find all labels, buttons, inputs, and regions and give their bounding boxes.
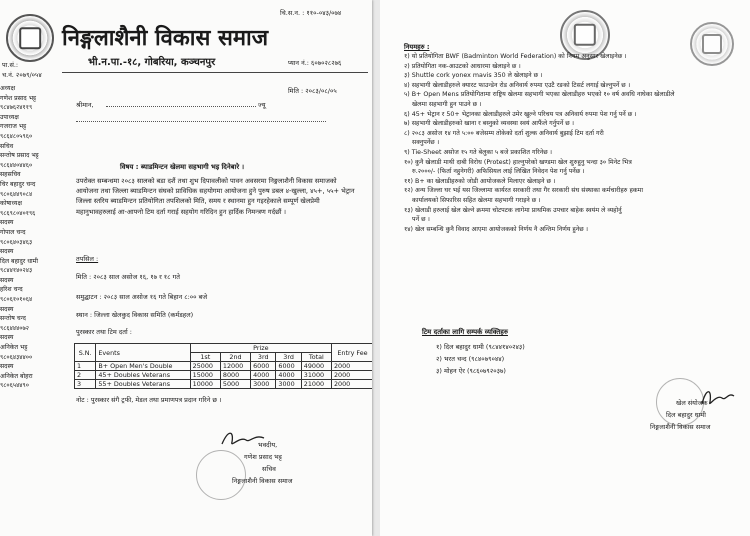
reg-number: प्यान नं.: ६०७०२८२७६ <box>288 59 342 67</box>
table-cell: 5000 <box>220 380 250 389</box>
side-contact-line: ९८६४८०५९६० <box>0 132 33 140</box>
table-cell: 55+ Doubles Veterans <box>96 380 190 389</box>
side-contact-line: अनिकेत भट्ट <box>0 344 28 352</box>
tapsil-label: तपसिल : <box>76 255 99 263</box>
table-header-entry-fee: Entry Fee <box>331 344 372 362</box>
table-cell: 6000 <box>276 362 301 371</box>
prize-title: पुरस्कार तथा टिम दर्ता : <box>76 328 132 336</box>
prize-table <box>74 343 372 389</box>
table-subheader: 3rd <box>251 353 276 362</box>
side-contact-line: ९८४४१४०२४३ <box>0 267 33 275</box>
table-header-events: Events <box>96 344 190 362</box>
event-venue: स्थान : जिल्ला खेलकुद विकास समिति (कर्मडहल) <box>76 311 194 319</box>
side-top-label: पा.सं.: <box>2 61 19 69</box>
table-cell: 3000 <box>276 380 301 389</box>
rule-item: ६) 45+ भेट्रान र 50+ भेट्रानका खेलाडीहरुले उमेर खुल्ने परिचय पत्र अनिवार्य रुपमा पेश गर्नु पर्ने छ । <box>404 110 637 118</box>
table-cell: 6000 <box>251 362 276 371</box>
coordinator-name: दिल बहादुर धामी <box>666 411 706 419</box>
table-cell: 2 <box>75 371 96 380</box>
rule-item: ३) Shuttle cork yonex mavis 350 ले खेलाइने छ । <box>404 72 543 80</box>
rule-item: १२) अन्य जिल्ला घर भई यस जिल्लामा कार्यरत सरकारी तथा गैर सरकारी संघ संस्थाका कर्मचारीहरु हकमा <box>404 187 644 195</box>
rule-item: ५) B+ Open Mens प्रतियोगितामा राष्ट्रिय खेलमा सहभागी भएका खेलाडीहरु भएको १० वर्ष अवधि नाघेका खेलाडीले <box>404 91 675 99</box>
side-contact-line: चिर बहादुर चन्द <box>0 180 36 188</box>
table-cell: 31000 <box>301 371 331 380</box>
side-contact-line: सदस्य <box>0 219 14 227</box>
side-contact-line: सदस्य <box>0 334 14 342</box>
rule-item: १३) खेलाडी हरुलाई खेल खेल्ने क्रममा चोटपटक लागेमा प्राथमिक उपचार बाहेक स्वयंम ले व्यहोर्नु <box>404 206 622 214</box>
event-dates: मिति : २०८३ साल असोज १६, १७ र १८ गते <box>76 273 180 281</box>
side-contact-line: उपाध्यक्ष <box>0 113 19 121</box>
rule-item: ११) B+ का खेलाडीहरुको जोडी आयोजकले मिलाएर खेलाइने छ । <box>404 177 556 185</box>
rules-title: नियमहरु : <box>404 43 430 51</box>
table-row <box>75 371 373 380</box>
contact-item: ३) मोहन ऐर (९८६०७९२०३७) <box>436 367 506 375</box>
table-cell: 21000 <box>301 380 331 389</box>
rule-item: रु.२०००/- (फिर्ता नहुनेगरी) अफिसियल लाई लिखित निवेदन पेश गर्नु पर्नेछ । <box>404 168 585 176</box>
rule-item: कार्यालयको सिफारिस सहित खेलमा सहभागी गराइने छ । <box>404 196 541 204</box>
rule-item: खेलमा सहभागी हुन पाउने छ । <box>404 100 482 108</box>
side-contact-line: सन्तोष चन्द <box>0 315 26 323</box>
rule-item: ९) Tie-Sheet असोज १५ गते बेलुका ५ बजे प्रकाशित गरिनेछ । <box>404 148 553 156</box>
rule-item: पर्ने छ । <box>404 216 430 224</box>
closing-salutation: भवदीय, <box>258 441 278 449</box>
side-contact-line: सहसचिव <box>0 171 21 179</box>
table-cell: 2000 <box>331 371 372 380</box>
table-cell: 45+ Doubles Veterans <box>96 371 190 380</box>
org-address: भी.न.पा.-१८, गोबरिया, कञ्चनपुर <box>88 57 216 68</box>
letter-page-left <box>0 0 372 536</box>
side-contact-line: कोषाध्यक्ष <box>0 200 22 208</box>
side-contact-line: अनिकेत बोहरा <box>0 372 33 380</box>
side-contact-line: सचिव <box>0 142 14 150</box>
org-seal-logo <box>6 14 54 62</box>
letter-date: मिति : २०८३/०८/०५ <box>288 87 337 95</box>
rule-item: सक्नुपर्नेछ । <box>404 139 440 147</box>
table-cell: 10000 <box>190 380 220 389</box>
side-contact-line: गोपाल चन्द <box>0 228 26 236</box>
opening-time: समुद्घाटन : २०८३ साल असोज १६ गते बिहान ८:०० बजे <box>76 293 208 301</box>
org-name-heading: निङ्गलाशैनी विकास समाज <box>62 25 269 51</box>
signer-name: गणेश प्रसाद भट्ट <box>244 453 282 461</box>
table-row <box>75 380 373 389</box>
ref-number: चि.स.न. : ११०-०४३/०७४ <box>280 9 342 17</box>
table-cell: 49000 <box>301 362 331 371</box>
contact-title: टिम दर्ताका लागि सम्पर्क व्यक्तिहरु <box>422 328 508 336</box>
recipient-label: श्रीमान, <box>76 101 94 109</box>
seal-stamp-left <box>196 450 246 500</box>
rules-list <box>404 52 740 234</box>
table-cell: 1 <box>75 362 96 371</box>
side-contact-line: दिल बहादुर धामी <box>0 257 38 265</box>
table-header-sn: S.N. <box>75 344 96 362</box>
side-contact-line: सदस्य <box>0 248 14 256</box>
letter-body: उपरोक्त सम्बन्धमा २०८३ सालको बडा दशैं तथा शुभ दिपावलीको पावन अवसरमा निङ्गलाशैनी विकास समाजको आयोजना तथा जिल्ला ब्याडमिन्टन संघको प्राविधिक सहयोगमा आयोजना हुने पुरुष डबल ४-खुल्ला, ४५+, ५५+ भेट्रान जिल्ला स्तरिय ब्याडमिन्टन प्रतियोगिता तपशिलको मिति, समय र स्थानमा हुन गइरहेकाले सम्पूर्ण खेलप्रेमी महानुभावहरुलाई आ-आफ्नो टिम दर्ता गराई सहयोग गरिदिन हुन हार्दिक निमन्त्रण गर्दछौं । <box>76 177 355 216</box>
side-contact-line: सन्तोष प्रसाद भट्ट <box>0 152 39 160</box>
side-contact-line: ९८६४४०४४६० <box>0 161 33 169</box>
table-subheader: 2nd <box>220 353 250 362</box>
rule-item: ८) २०८३ असोज १४ गते ५:०० बजेसम्म तोकेको दर्ता शुल्क अनिवार्य बुझाई टिम दर्ता गरी <box>404 129 604 137</box>
side-contact-line: अध्यक्ष <box>0 85 16 92</box>
side-contact-line: गणेश प्रसाद भट्ट <box>0 94 37 102</box>
side-contact-line: सदस्य <box>0 363 14 371</box>
letter-subject: विषय : ब्याडमिन्टन खेलमा सहभागी भइ दिनेबारे । <box>120 163 245 171</box>
prize-note: नोट : पुरस्कार संगै ट्रफी, मेडल तथा प्रमाणपत्र प्रदान गरिने छ । <box>76 396 222 404</box>
side-contact-line: सदस्य <box>0 305 14 313</box>
rules-page-right <box>380 0 750 536</box>
side-contact-line: ९८०६४३४४०० <box>0 353 33 361</box>
side-contacts-column <box>0 84 62 391</box>
contact-item: १) दिल बहादुर धामी (९८४४१४०२४३) <box>436 343 525 351</box>
rule-item: २) प्रतियोगिता नक-आउटको आधारमा खेलाइने छ । <box>404 62 521 70</box>
side-contact-line: ९८०६१०१०६४ <box>0 296 33 304</box>
table-subheader: Total <box>301 353 331 362</box>
table-cell: 25000 <box>190 362 220 371</box>
signer-role: सचिव <box>262 465 276 473</box>
side-top-number: च.नं. २०७९/०५४ <box>2 71 42 79</box>
side-contact-line: गजराज भट्ट <box>0 123 27 131</box>
table-row <box>75 362 373 371</box>
table-cell: 12000 <box>220 362 250 371</box>
table-cell: 8000 <box>220 371 250 380</box>
table-cell: 15000 <box>190 371 220 380</box>
recipient-suffix: ज्यू <box>258 101 266 109</box>
table-cell: 3000 <box>251 380 276 389</box>
table-subheader: 3rd <box>276 353 301 362</box>
side-contact-line: सदस्य <box>0 276 14 284</box>
side-contact-line: ९८४७६२४११९ <box>0 104 33 112</box>
rule-item: ४) सहभागी खेलाडीहरुले क्यारट फाउन्डेन रोड अनिवार्य रुपमा एउटै रङको टिसर्ट लगाई खेल्नुपर्ने छ । <box>404 81 631 89</box>
table-cell: 4000 <box>251 371 276 380</box>
table-cell: 3 <box>75 380 96 389</box>
table-cell: 2000 <box>331 362 372 371</box>
side-contact-line: ९८०६४०३४६३ <box>0 238 33 246</box>
rule-item: १४) खेल सम्बन्धि कुनै विवाद आएमा आयोजकको निर्णय नै अन्तिम निर्णय हुनेछ । <box>404 225 589 233</box>
rule-item: १०) कुनै खेलाडी माथी दाबी विरोध (Protest) हाल्नुपरेको खण्डमा खेल शुरुहुनु भन्दा ३० मिनेट भित्र <box>404 158 632 166</box>
side-contact-line: ९८६९८०४०१९६ <box>0 209 36 217</box>
rule-item: ७) सहभागी खेलाडीहरुको खाना र बस्नुको व्यवस्था स्वयं आफैंले गर्नुपर्ने छ । <box>404 120 575 128</box>
coordinator-role: खेल संयोजक <box>676 399 708 407</box>
side-contact-line: ९८६४४४०७२ <box>0 324 29 332</box>
coordinator-org: निङ्गलाशैनी विकास समाज <box>650 423 711 431</box>
table-cell: 4000 <box>276 371 301 380</box>
table-cell: 2000 <box>331 380 372 389</box>
side-contact-line: ९८०६५४४९० <box>0 382 29 390</box>
rule-item: १) यो प्रतियोगिता BWF (Badminton World Federation) को नियम अनुसार खेलाइनेछ । <box>404 53 627 60</box>
signer-org: निङ्गलाशैनी विकास समाज <box>232 477 293 485</box>
table-subheader: 1st <box>190 353 220 362</box>
table-header-prize: Prize <box>190 344 331 353</box>
table-cell: B+ Open Men's Double <box>96 362 190 371</box>
side-contact-line: ९८०६४४९०८४ <box>0 190 33 198</box>
contact-item: २) भरत चन्द (९८४०७९०४४) <box>436 355 505 363</box>
side-contact-line: हरिश चन्द <box>0 286 23 294</box>
